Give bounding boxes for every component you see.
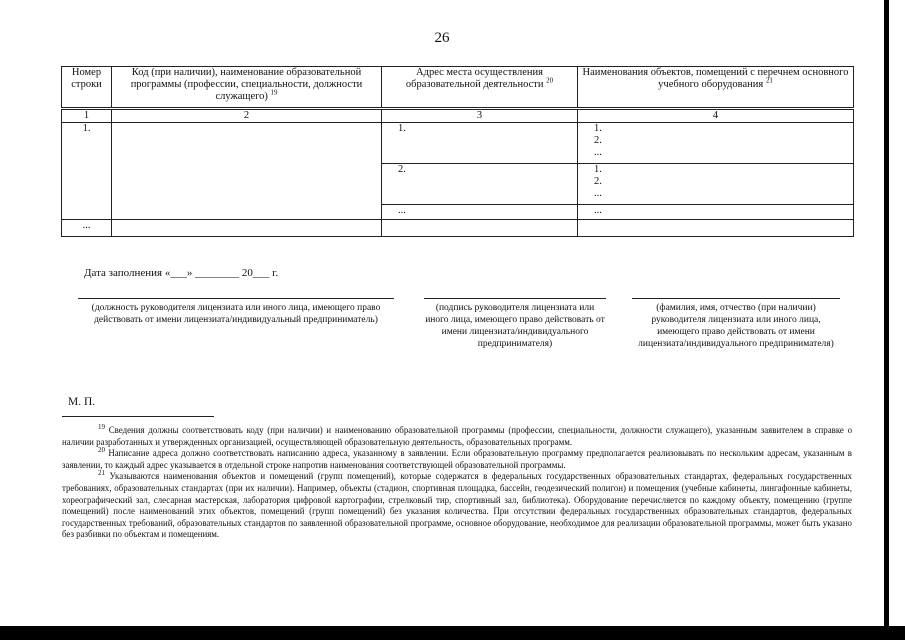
- footnote-ref-21: 21: [765, 76, 773, 85]
- programs-table: [61, 66, 854, 237]
- address-cell: 1.: [382, 123, 578, 164]
- program-cell: [112, 123, 382, 220]
- object-item: 2.: [594, 135, 602, 146]
- object-item: 1.: [594, 123, 602, 134]
- footnote-20: $^{20}$ Написание адреса должно соответствовать написанию адреса, указанному в заявлении. Если образовательную программу предполагается реализовывать по нескольким адресам, указанным в заявлении, то каждый адрес указывается в отдельной строке напротив наименования соответствующей образовательной программы.: [62, 446, 852, 470]
- footnote-ref-19: 19: [270, 88, 278, 97]
- object-item: 1.: [594, 164, 602, 175]
- row-number-cell: ...: [62, 220, 112, 237]
- scan-edge-right: [884, 0, 889, 632]
- scan-edge-bottom: [0, 626, 905, 640]
- table-row: [62, 123, 854, 164]
- header-program: Код (при наличии), наименование образовательной программы (профессии, специальности, должности служащего) $^{19}$: [112, 67, 382, 109]
- objects-cell: [578, 164, 854, 205]
- address-cell: ...: [382, 205, 578, 220]
- address-cell: 2.: [382, 164, 578, 205]
- column-numbers-row: [62, 109, 854, 123]
- signature-fullname: (фамилия, имя, отчество (при наличии) руководителя лицензиата или иного лица, имеющего право действовать от имени лицензиата/индивидуального предпринимателя): [632, 298, 840, 350]
- footnote-19: $^{19}$ Сведения должны соответствовать коду (при наличии) и наименованию образовательной программы (профессии, специальности, должности служащего), указанным заявителем в справке о наличии разработанных и утвержденных организацией, осуществляющей образовательную деятельность, образовательных программ.: [62, 423, 853, 447]
- footnote-21: $^{21}$ Указываются наименования объектов и помещений (групп помещений), которые содержатся в федеральных государственных образовательных стандартах, федеральных государственных требованиях, образовательных стандартах (при их наличии). Например, объекты (стадион, спортивная площадка, бассейн, геодезический полигон) и помещения (учебные кабинеты, лингафонные кабинеты, хореографический зал, слесарная мастерская, лаборатория цифровой картографии, стрелковый тир, спортивный зал, библиотека). Оборудование перечисляется по каждому объекту, помещению (группе помещений) после наименований этих объектов, помещений (групп помещений) без указания количества. При отсутствии федеральных государственных образовательных стандартов, федеральных государственных требований, образовательных стандартов по заявленной образовательной программе, основное оборудование, необходимое для реализации образовательной программы, может быть указано без разбивки по объектам и помещениям.: [62, 469, 852, 540]
- objects-cell: [578, 220, 854, 237]
- header-address: Адрес места осуществления образовательной деятельности $^{20}$: [382, 67, 578, 109]
- table-row: [62, 220, 854, 237]
- header-row-number: Номер строки: [62, 67, 112, 109]
- object-item: 2.: [594, 176, 602, 187]
- footnote-divider: [62, 416, 214, 417]
- object-item: ...: [594, 147, 602, 158]
- program-cell: [112, 220, 382, 237]
- object-item: ...: [594, 188, 602, 199]
- objects-cell: [578, 123, 854, 164]
- objects-cell: ...: [578, 205, 854, 220]
- footnote-ref-20: 20: [546, 76, 554, 85]
- signature-sign: (подпись руководителя лицензиата или иного лица, имеющего право действовать от имени лицензиата/индивидуального предпринимателя): [424, 298, 606, 350]
- column-number: 2: [112, 109, 382, 123]
- page-number: 26: [434, 30, 450, 46]
- signature-position: (должность руководителя лицензиата или иного лица, имеющего право действовать от имени лицензиата/индивидуальный предприниматель): [78, 298, 394, 326]
- column-number: 4: [578, 109, 854, 123]
- table-header-row: [62, 67, 854, 109]
- stamp-place: М. П.: [68, 396, 96, 408]
- fill-date-line: Дата заполнения «___» ________ 20___ г.: [84, 267, 279, 279]
- header-objects: Наименования объектов, помещений с перечнем основного учебного оборудования $^{21}$: [578, 67, 854, 109]
- address-cell: [382, 220, 578, 237]
- row-number-cell: 1.: [62, 123, 112, 220]
- column-number: 1: [62, 109, 112, 123]
- footnotes: [62, 425, 852, 541]
- column-number: 3: [382, 109, 578, 123]
